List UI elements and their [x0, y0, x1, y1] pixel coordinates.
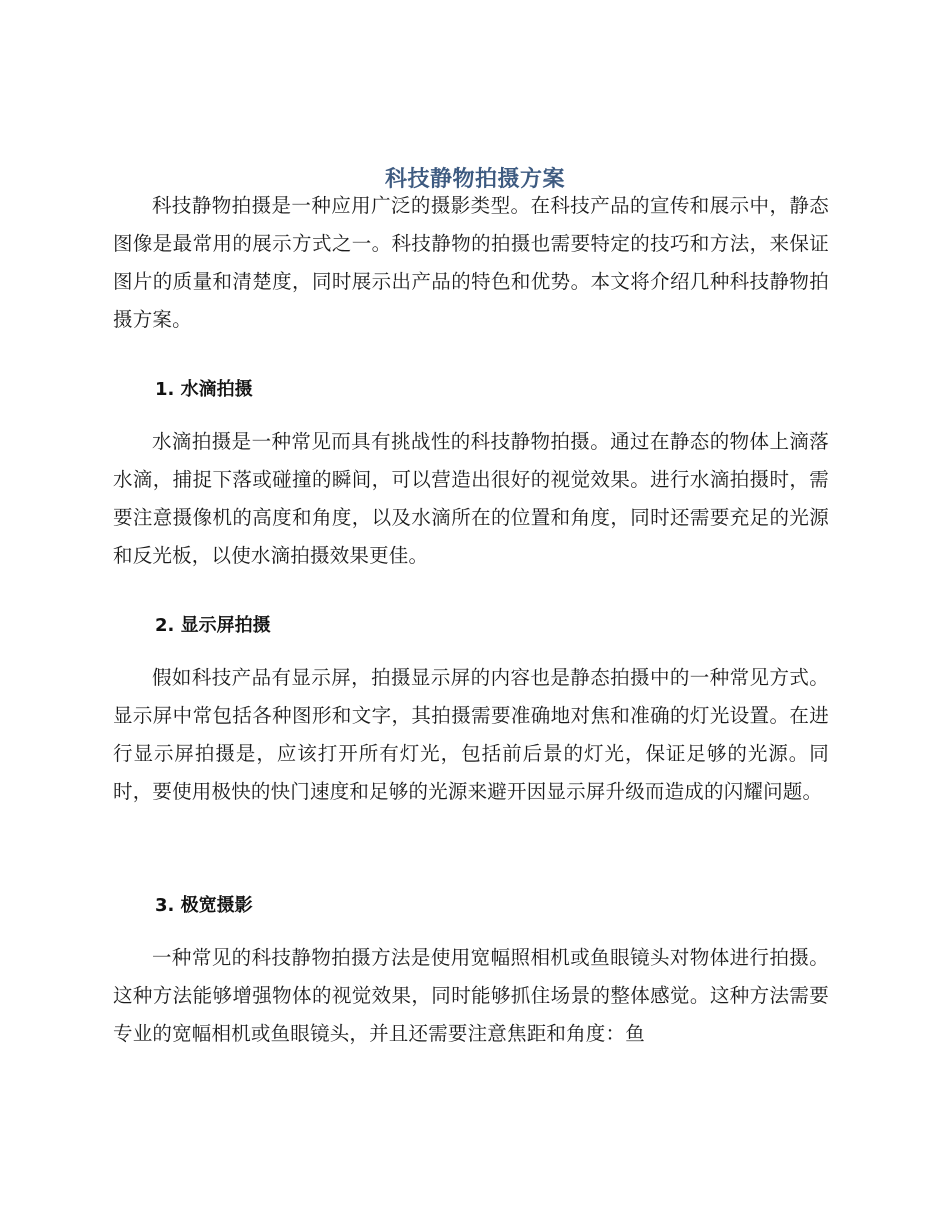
section-heading-wide-angle: 3. 极宽摄影	[155, 895, 253, 916]
section-heading-water-drop: 1. 水滴拍摄	[155, 379, 253, 400]
intro-paragraph: 科技静物拍摄是一种应用广泛的摄影类型。在科技产品的宣传和展示中，静态图像是最常用的展示方式之一。科技静物的拍摄也需要特定的技巧和方法，来保证图片的质量和清楚度，同时展示出产品的特色和优势。本文将介绍几种科技静物拍摄方案。	[113, 194, 829, 331]
section-body-water-drop: 水滴拍摄是一种常见而具有挑战性的科技静物拍摄。通过在静态的物体上滴落水滴，捕捉下落或碰撞的瞬间，可以营造出很好的视觉效果。进行水滴拍摄时，需要注意摄像机的高度和角度，以及水滴所在的位置和角度，同时还需要充足的光源和反光板，以使水滴拍摄效果更佳。	[113, 430, 829, 567]
section-body-wide-angle: 一种常见的科技静物拍摄方法是使用宽幅照相机或鱼眼镜头对物体进行拍摄。这种方法能够增强物体的视觉效果，同时能够抓住场景的整体感觉。这种方法需要专业的宽幅相机或鱼眼镜头，并且还需要注意焦距和角度：鱼	[113, 946, 829, 1045]
section-body-display-screen: 假如科技产品有显示屏，拍摄显示屏的内容也是静态拍摄中的一种常见方式。显示屏中常包括各种图形和文字，其拍摄需要准确地对焦和准确的灯光设置。在进行显示屏拍摄是，应该打开所有灯光，包括前后景的灯光，保证足够的光源。同时，要使用极快的快门速度和足够的光源来避开因显示屏升级而造成的闪耀问题。	[113, 666, 829, 803]
document-title: 科技静物拍摄方案	[384, 166, 565, 192]
section-heading-display-screen: 2. 显示屏拍摄	[155, 615, 271, 636]
